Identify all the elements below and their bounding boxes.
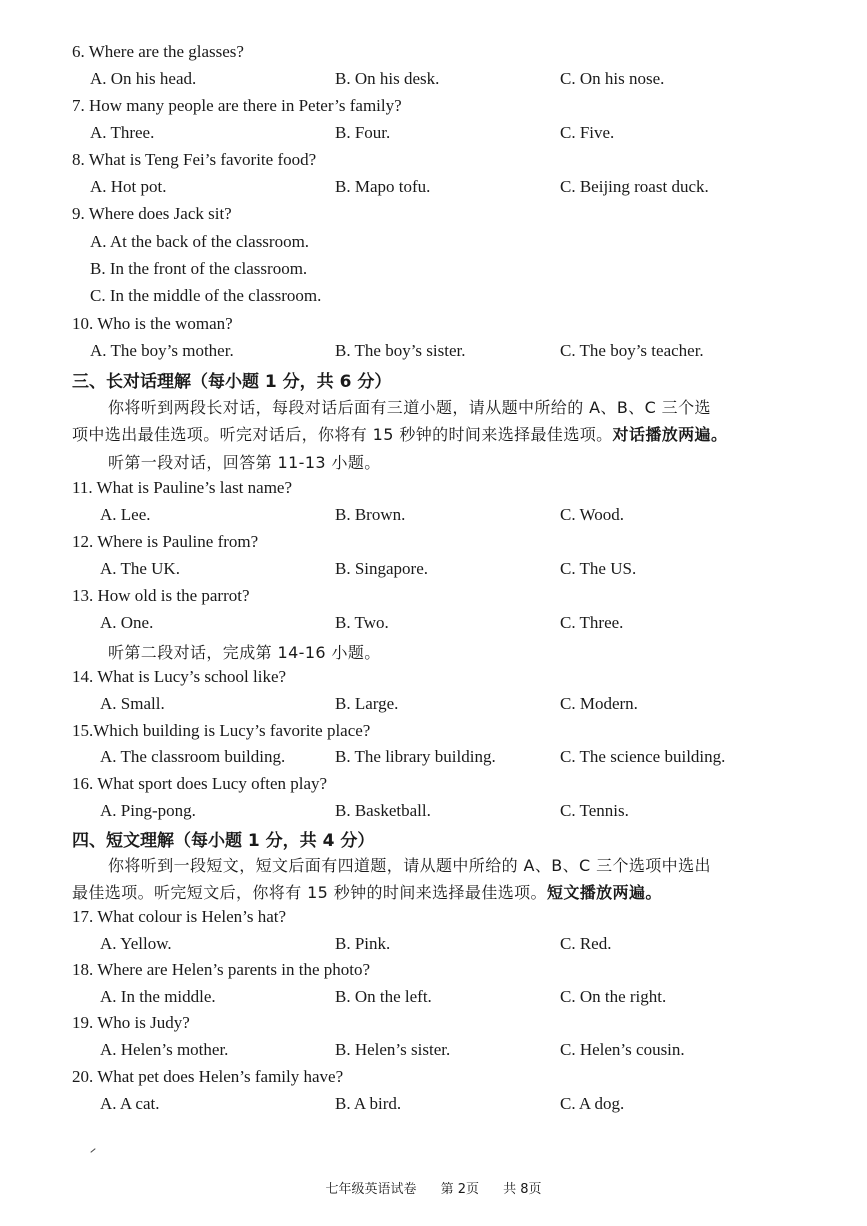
q7-option-a: A. Three.: [90, 123, 155, 142]
q9-option-b: B. In the front of the classroom.: [90, 259, 308, 278]
question-11: 11. What is Pauline’s last name?: [72, 478, 293, 497]
question-12: 12. Where is Pauline from?: [72, 532, 259, 551]
q18-option-a: A. In the middle.: [100, 987, 216, 1006]
question-14: 14. What is Lucy’s school like?: [72, 667, 287, 686]
q16-option-b: B. Basketball.: [335, 801, 431, 820]
q14-option-c: C. Modern.: [560, 694, 638, 713]
q17-option-c: C. Red.: [560, 934, 612, 953]
q11-option-c: C. Wood.: [560, 505, 624, 524]
q16-option-c: C. Tennis.: [560, 801, 629, 820]
q17-option-a: A. Yellow.: [100, 934, 172, 953]
q8-option-c: C. Beijing roast duck.: [560, 177, 709, 196]
q14-option-b: B. Large.: [335, 694, 399, 713]
q15-option-a: A. The classroom building.: [100, 747, 286, 766]
q6-option-b: B. On his desk.: [335, 69, 440, 88]
q10-option-a: A. The boy’s mother.: [90, 341, 234, 360]
q12-option-b: B. Singapore.: [335, 559, 429, 578]
footer-total-pages: 共 8页: [503, 1182, 542, 1197]
q11-option-a: A. Lee.: [100, 505, 151, 524]
q13-option-c: C. Three.: [560, 613, 624, 632]
q19-option-b: B. Helen’s sister.: [335, 1040, 451, 1059]
section-3-instruction-bold: 对话播放两遍。: [612, 425, 728, 444]
question-7: 7. How many people are there in Peter’s family?: [72, 96, 402, 115]
question-10: 10. Who is the woman?: [72, 314, 233, 333]
stray-pen-mark: [90, 1148, 95, 1153]
q15-option-c: C. The science building.: [560, 747, 726, 766]
q11-option-b: B. Brown.: [335, 505, 406, 524]
section-3-instruction-line-1: 你将听到两段长对话，每段对话后面有三道小题，请从题中所给的 A、B、C 三个选: [108, 398, 711, 417]
q19-option-c: C. Helen’s cousin.: [560, 1040, 685, 1059]
question-19: 19. Who is Judy?: [72, 1013, 190, 1032]
question-6: 6. Where are the glasses?: [72, 42, 244, 61]
section-4-instruction-bold: 短文播放两遍。: [546, 883, 662, 902]
q18-option-c: C. On the right.: [560, 987, 667, 1006]
q10-option-b: B. The boy’s sister.: [335, 341, 466, 360]
q19-option-a: A. Helen’s mother.: [100, 1040, 229, 1059]
q14-option-a: A. Small.: [100, 694, 165, 713]
section-3-dialog-2-instruction: 听第二段对话，完成第 14-16 小题。: [108, 643, 381, 662]
question-9: 9. Where does Jack sit?: [72, 204, 232, 223]
page-footer: [0, 1178, 867, 1197]
section-3-instruction-plain: 项中选出最佳选项。听完对话后，你将有 15 秒钟的时间来选择最佳选项。: [72, 425, 613, 444]
q9-option-c: C. In the middle of the classroom.: [90, 286, 322, 305]
question-16: 16. What sport does Lucy often play?: [72, 774, 328, 793]
q15-option-b: B. The library building.: [335, 747, 496, 766]
q17-option-b: B. Pink.: [335, 934, 391, 953]
section-4-instruction-line-1: 你将听到一段短文，短文后面有四道题，请从题中所给的 A、B、C 三个选项中选出: [108, 856, 711, 875]
section-4-instruction-plain: 最佳选项。听完短文后，你将有 15 秒钟的时间来选择最佳选项。: [72, 883, 547, 902]
question-8: 8. What is Teng Fei’s favorite food?: [72, 150, 317, 169]
q16-option-a: A. Ping-pong.: [100, 801, 196, 820]
q6-option-a: A. On his head.: [90, 69, 197, 88]
q7-option-b: B. Four.: [335, 123, 391, 142]
question-18: 18. Where are Helen’s parents in the photo?: [72, 960, 371, 979]
section-3-instruction-line-2: [72, 422, 727, 445]
q9-option-a: A. At the back of the classroom.: [90, 232, 310, 251]
question-13: 13. How old is the parrot?: [72, 586, 250, 605]
section-4-instruction-line-2: [72, 880, 662, 903]
q8-option-a: A. Hot pot.: [90, 177, 167, 196]
q8-option-b: B. Mapo tofu.: [335, 177, 431, 196]
q20-option-c: C. A dog.: [560, 1094, 625, 1113]
section-4-heading: 四、短文理解（每小题 1 分，共 4 分）: [72, 831, 375, 851]
q7-option-c: C. Five.: [560, 123, 615, 142]
section-3-heading: 三、长对话理解（每小题 1 分，共 6 分）: [72, 372, 392, 392]
q13-option-a: A. One.: [100, 613, 154, 632]
q12-option-a: A. The UK.: [100, 559, 180, 578]
question-17: 17. What colour is Helen’s hat?: [72, 907, 287, 926]
q6-option-c: C. On his nose.: [560, 69, 665, 88]
q10-option-c: C. The boy’s teacher.: [560, 341, 704, 360]
q12-option-c: C. The US.: [560, 559, 637, 578]
q20-option-a: A. A cat.: [100, 1094, 160, 1113]
q18-option-b: B. On the left.: [335, 987, 432, 1006]
question-20: 20. What pet does Helen’s family have?: [72, 1067, 344, 1086]
q20-option-b: B. A bird.: [335, 1094, 402, 1113]
footer-page-number: 第 2页: [440, 1182, 479, 1197]
footer-exam-title: 七年级英语试卷: [325, 1182, 417, 1197]
question-15: 15.Which building is Lucy’s favorite place?: [72, 721, 371, 740]
q13-option-b: B. Two.: [335, 613, 389, 632]
section-3-dialog-1-instruction: 听第一段对话，回答第 11-13 小题。: [108, 453, 381, 472]
